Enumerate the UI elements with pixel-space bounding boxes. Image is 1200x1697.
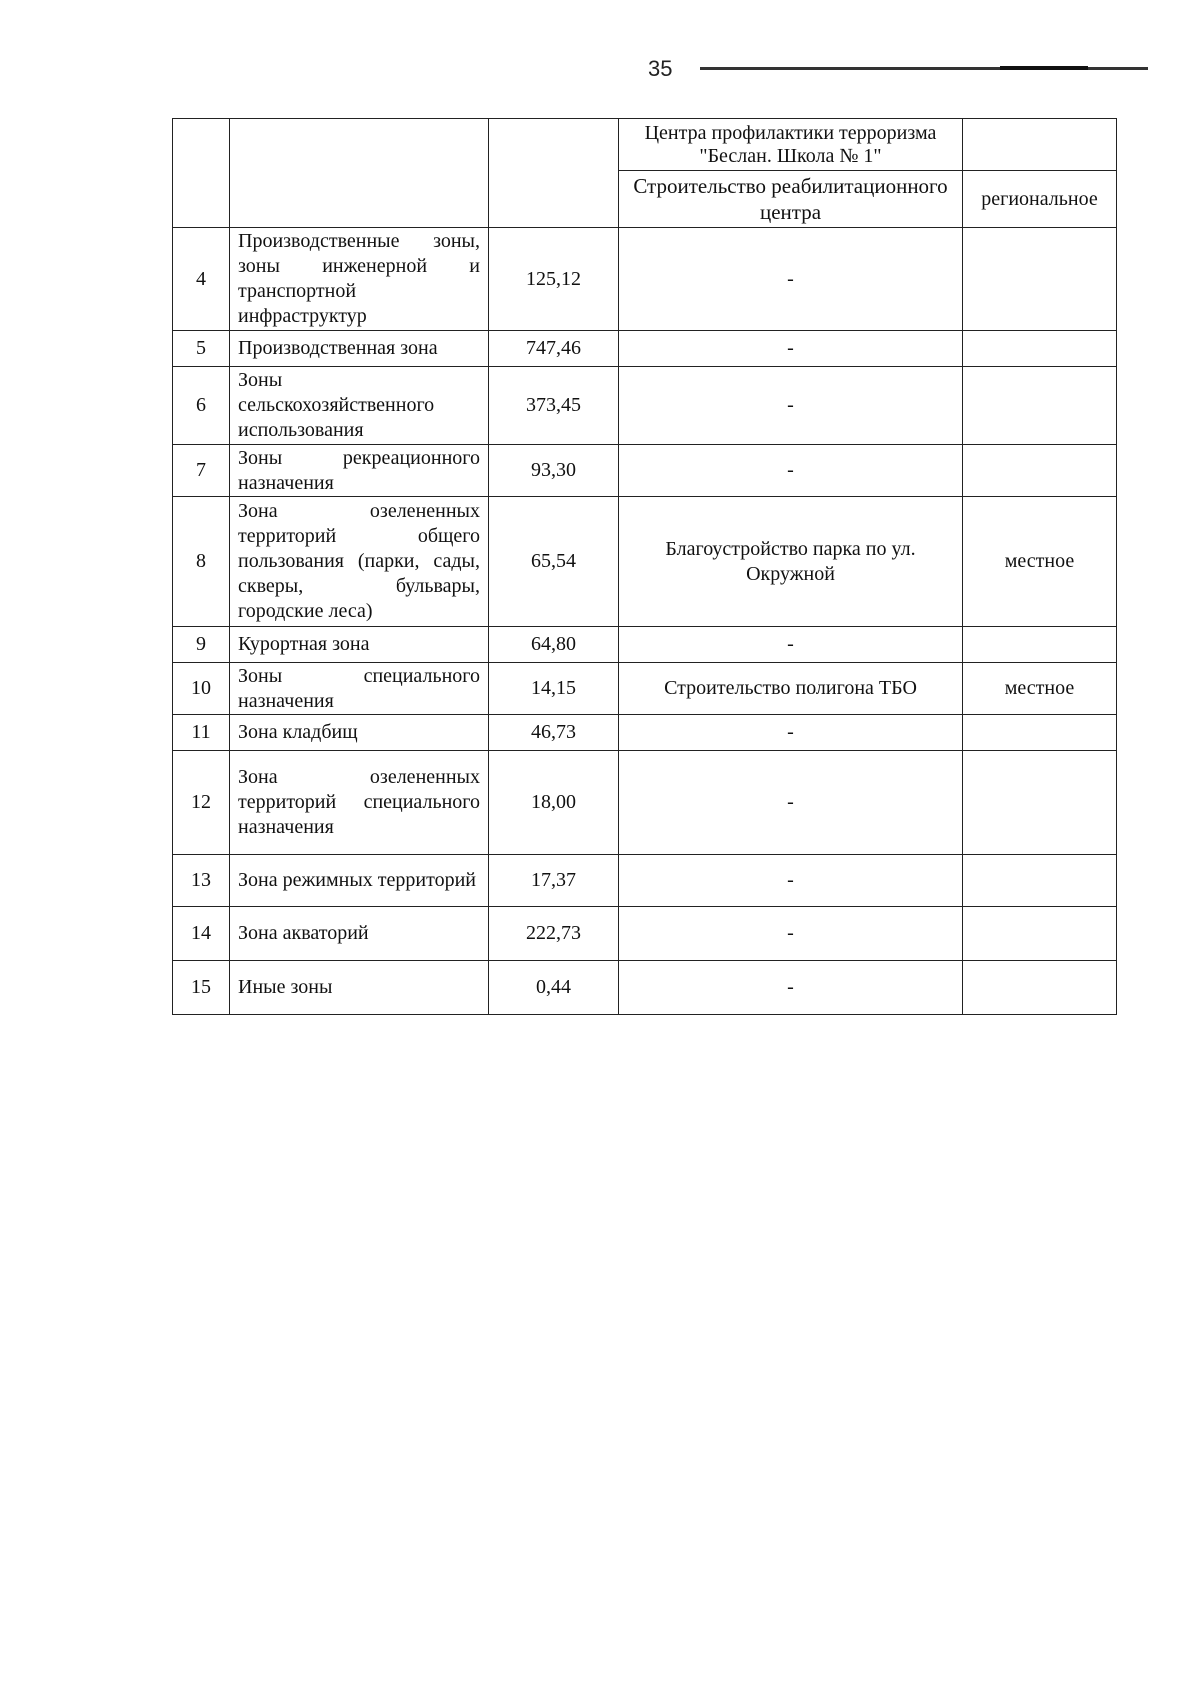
zone-area: 0,44	[489, 961, 619, 1015]
zone-name: Зоны рекреационного назначения	[230, 445, 489, 497]
zone-name: Производственные зоны, зоны инженерной и транспортной инфраструктур	[230, 228, 489, 331]
table-row	[173, 855, 1117, 907]
zone-measure: -	[619, 961, 963, 1015]
zone-name: Зоны сельскохозяйственного использования	[230, 367, 489, 445]
zone-area: 14,15	[489, 663, 619, 715]
zone-significance	[963, 907, 1117, 961]
zone-significance	[963, 445, 1117, 497]
zone-area: 46,73	[489, 715, 619, 751]
zone-name: Производственная зона	[230, 331, 489, 367]
zone-name: Зона озелененных территорий специального назначения	[230, 751, 489, 855]
zone-name: Иные зоны	[230, 961, 489, 1015]
row-number: 10	[173, 663, 230, 715]
table-row	[173, 228, 1117, 331]
zone-significance: местное	[963, 497, 1117, 627]
header-cell-continuation: Центра профилактики терроризма "Беслан. Школа № 1"	[619, 119, 963, 171]
header-cell-significance: региональное	[963, 171, 1117, 228]
row-number: 14	[173, 907, 230, 961]
page-number: 35	[648, 56, 673, 81]
table-row	[173, 663, 1117, 715]
zone-name: Зона режимных территорий	[230, 855, 489, 907]
zone-area: 373,45	[489, 367, 619, 445]
zone-area: 17,37	[489, 855, 619, 907]
zone-measure: -	[619, 367, 963, 445]
zone-measure: -	[619, 855, 963, 907]
zone-area: 222,73	[489, 907, 619, 961]
header-cell-measure: Строительство реабилитационного центра	[619, 171, 963, 228]
zone-name: Зона кладбищ	[230, 715, 489, 751]
row-number: 5	[173, 331, 230, 367]
zone-significance	[963, 715, 1117, 751]
zone-significance	[963, 627, 1117, 663]
zone-name: Зона акваторий	[230, 907, 489, 961]
table-row	[173, 907, 1117, 961]
table-row	[173, 445, 1117, 497]
zone-significance	[963, 228, 1117, 331]
row-number: 6	[173, 367, 230, 445]
row-number: 11	[173, 715, 230, 751]
zones-table	[172, 118, 1117, 1015]
header-cell-area	[489, 119, 619, 228]
zone-measure: Благоустройство парка по ул. Окружной	[619, 497, 963, 627]
zone-measure: -	[619, 751, 963, 855]
header-cell-zone	[230, 119, 489, 228]
row-number: 15	[173, 961, 230, 1015]
table-row	[173, 331, 1117, 367]
row-number: 7	[173, 445, 230, 497]
row-number: 9	[173, 627, 230, 663]
table-row	[173, 961, 1117, 1015]
zone-measure: -	[619, 627, 963, 663]
table-row	[173, 715, 1117, 751]
zone-area: 64,80	[489, 627, 619, 663]
zone-name: Зона озелененных территорий общего пользования (парки, сады, скверы, бульвары, городские леса)	[230, 497, 489, 627]
table-row	[173, 367, 1117, 445]
row-number: 4	[173, 228, 230, 331]
zone-measure: -	[619, 331, 963, 367]
zone-area: 93,30	[489, 445, 619, 497]
header-cell-empty	[963, 119, 1117, 171]
table-row	[173, 627, 1117, 663]
zone-significance	[963, 367, 1117, 445]
header-cell-number	[173, 119, 230, 228]
zone-significance	[963, 855, 1117, 907]
header-rule-accent	[1000, 66, 1088, 70]
header-row-continuation	[173, 119, 1117, 171]
zone-area: 747,46	[489, 331, 619, 367]
zone-name: Курортная зона	[230, 627, 489, 663]
zone-significance	[963, 961, 1117, 1015]
zone-measure: -	[619, 715, 963, 751]
zone-measure: -	[619, 445, 963, 497]
table-row	[173, 751, 1117, 855]
zone-area: 125,12	[489, 228, 619, 331]
zone-significance	[963, 751, 1117, 855]
zone-measure: -	[619, 228, 963, 331]
zone-name: Зоны специального назначения	[230, 663, 489, 715]
zone-area: 18,00	[489, 751, 619, 855]
table-row	[173, 497, 1117, 627]
row-number: 12	[173, 751, 230, 855]
row-number: 13	[173, 855, 230, 907]
zone-measure: Строительство полигона ТБО	[619, 663, 963, 715]
row-number: 8	[173, 497, 230, 627]
zone-area: 65,54	[489, 497, 619, 627]
zone-measure: -	[619, 907, 963, 961]
zone-significance: местное	[963, 663, 1117, 715]
zone-significance	[963, 331, 1117, 367]
